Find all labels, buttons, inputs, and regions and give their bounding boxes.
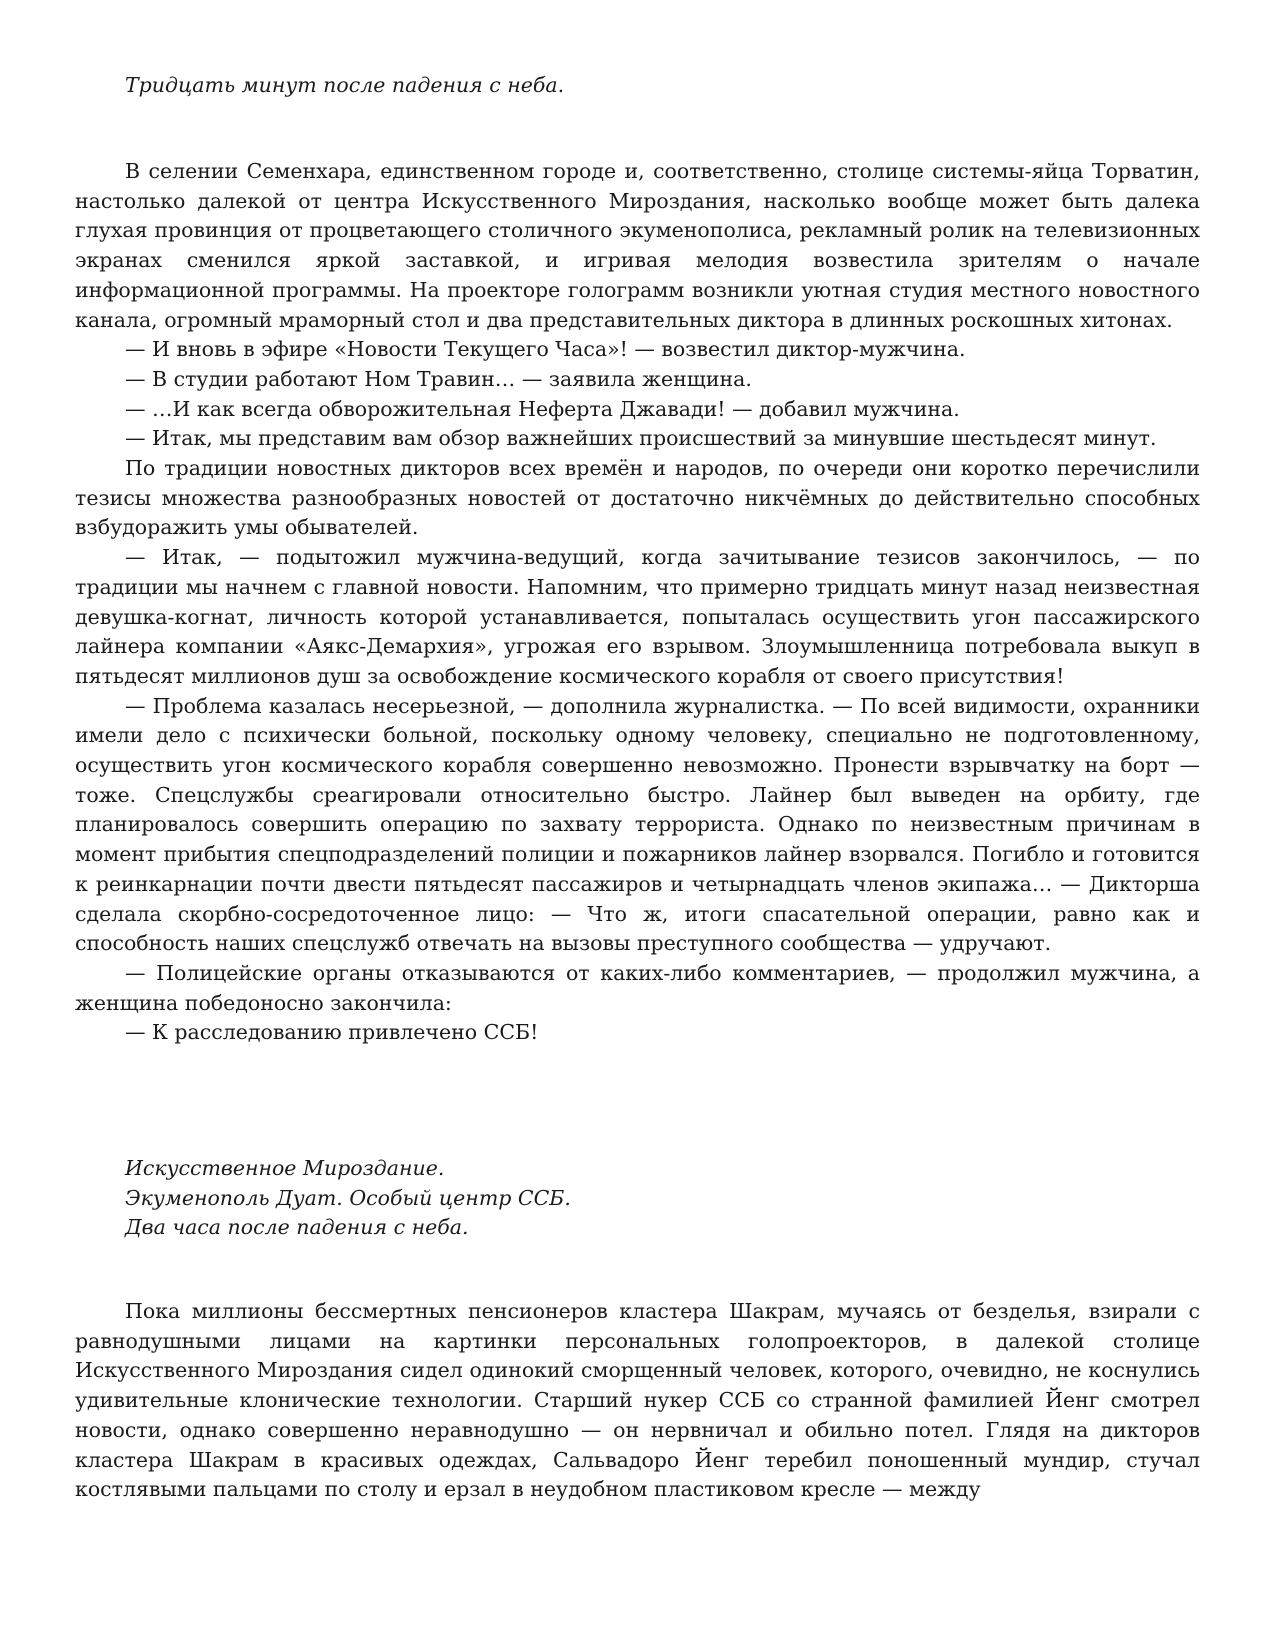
epigraph-line: Искусственное Мироздание. (125, 1156, 445, 1180)
paragraph: — В студии работают Ном Травин… — заявила женщина. (125, 366, 752, 391)
paragraph: — Итак, мы представим вам обзор важнейших происшествий за минувшие шестьдесят минут. (125, 426, 1157, 451)
epigraph-line: Два часа после падения с неба. (125, 1215, 469, 1240)
paragraph: — Итак, — подытожил мужчина-ведущий, когда зачитывание тезисов закончилось, — по традиции мы начнем с главной новости. Напомним, что примерно тридцать минут назад неизвестная девушка-когнат, личность которой устанавливается, попыталась осуществить угон пассажирского лайнера компании «Аякс-Демархия», угрожая его взрывом. Злоумышленница потребовала выкуп в пятьдесят миллионов душ за освобождение космического корабля от своего присутствия! (75, 545, 1200, 688)
paragraph: — К расследованию привлечено ССБ! (125, 1020, 539, 1045)
paragraph: Пока миллионы бессмертных пенсионеров кластера Шакрам, мучаясь от безделья, взирали с равнодушными лицами на картинки персональных голопроекторов, в далекой столице Искусственного Мироздания сидел одинокий сморщенный человек, которого, очевидно, не коснулись удивительные клонические технологии. Старший нукер ССБ со странной фамилией Йенг смотрел новости, однако совершенно неравнодушно — он нервничал и обильно потел. Глядя на дикторов кластера Шакрам в красивых одеждах, Сальвадоро Йенг теребил поношенный мундир, стучал костлявыми пальцами по столу и ерзал в неудобном пластиковом кресле — между (75, 1299, 1200, 1502)
epigraph-line: Экуменополь Дуат. Особый центр ССБ. (125, 1185, 571, 1210)
paragraph: — …И как всегда обворожительная Неферта Джавади! — добавил мужчина. (125, 396, 960, 421)
paragraph: По традиции новостных дикторов всех времён и народов, по очереди они коротко перечислили тезисы множества разнообразных новостей от достаточно никчёмных до действительно способных взбудоражить умы обывателей. (75, 456, 1200, 540)
paragraph: — Полицейские органы отказываются от каких-либо комментариев, — продолжил мужчина, а женщина победоносно закончила: (75, 960, 1200, 1015)
section-2 (75, 1297, 1200, 1505)
epigraph-middle (125, 1154, 1125, 1243)
paragraph: — И вновь в эфире «Новости Текущего Часа»! — возвестил диктор-мужчина. (125, 337, 966, 362)
epigraph-top-line: Тридцать минут после падения с неба. (125, 73, 565, 97)
epigraph-top (125, 71, 1125, 101)
paragraph: — Проблема казалась несерьезной, — дополнила журналистка. — По всей видимости, охранники имели дело с психически больной, поскольку одному человеку, специально не подготовленному, осуществить угон космического корабля совершенно невозможно. Пронести взрывчатку на борт — тоже. Спецслужбы среагировали относительно быстро. Лайнер был выведен на орбиту, где планировалось совершить операцию по захвату террориста. Однако по неизвестным причинам в момент прибытия спецподразделений полиции и пожарников лайнер взорвался. Погибло и готовится к реинкарнации почти двести пятьдесят пассажиров и четырнадцать членов экипажа… — Дикторша сделала скорбно-сосредоточенное лицо: — Что ж, итоги спасательной операции, равно как и способность наших спецслужб отвечать на вызовы преступного сообщества — удручают. (75, 693, 1200, 956)
section-1 (75, 157, 1200, 1048)
paragraph: В селении Семенхара, единственном городе и, соответственно, столице системы-яйца Торватин, настолько далекой от центра Искусственного Мироздания, насколько вообще может быть далека глухая провинция от процветающего столичного экуменополиса, рекламный ролик на телевизионных экранах сменился яркой заставкой, и игривая мелодия возвестила зрителям о начале информационной программы. На проекторе голограмм возникли уютная студия местного новостного канала, огромный мраморный стол и два представительных диктора в длинных роскошных хитонах. (75, 159, 1200, 332)
